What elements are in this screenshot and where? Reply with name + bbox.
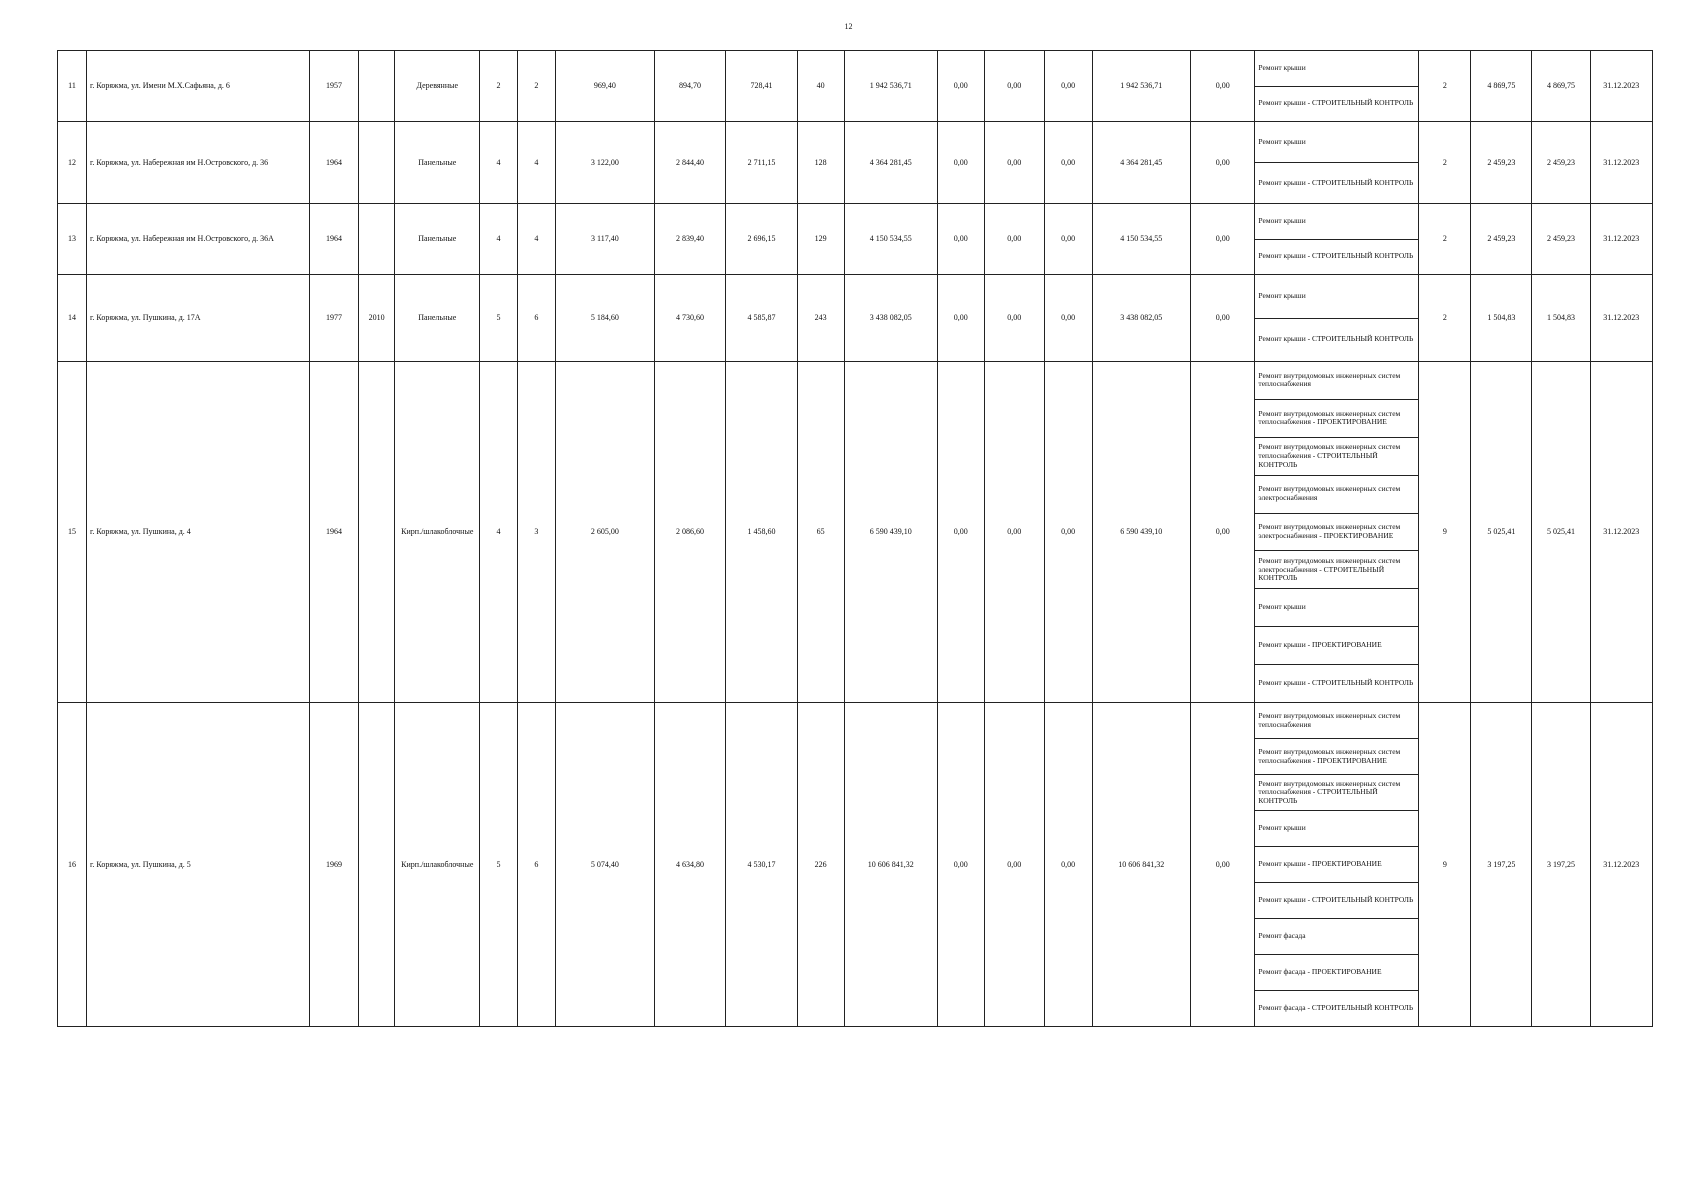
wall-material-cell: Панельные: [395, 275, 480, 362]
cost-local-cell: 0,00: [1044, 275, 1092, 362]
table-row: [58, 51, 1653, 122]
area-total-cell: 5 184,60: [556, 275, 655, 362]
cost-owners-cell: 3 438 082,05: [1092, 275, 1191, 362]
cost-owners-cell: 10 606 841,32: [1092, 703, 1191, 1027]
cost-regional-cell: 0,00: [984, 703, 1044, 1027]
work-item: Ремонт крыши: [1255, 589, 1418, 627]
residents-cell: 128: [797, 122, 844, 204]
cost-owners-cell: 4 150 534,55: [1092, 204, 1191, 275]
unit-cost-cell: 2 459,23: [1471, 204, 1532, 275]
page-number: 12: [844, 22, 853, 31]
works-count-cell: 2: [1419, 122, 1471, 204]
cost-other-cell: 0,00: [1191, 51, 1255, 122]
cost-fund-cell: 0,00: [937, 362, 984, 703]
cost-owners-cell: 1 942 536,71: [1092, 51, 1191, 122]
wall-material-cell: Кирп./шлакоблочные: [395, 362, 480, 703]
wall-material-cell: Деревянные: [395, 51, 480, 122]
unit-cost-cell: 5 025,41: [1471, 362, 1532, 703]
year-renovation-cell: [358, 362, 394, 703]
work-item: Ремонт крыши - СТРОИТЕЛЬНЫЙ КОНТРОЛЬ: [1258, 334, 1414, 344]
cost-local-cell: 0,00: [1044, 362, 1092, 703]
year-renovation-cell: 2010: [358, 275, 394, 362]
year-renovation-cell: [358, 122, 394, 204]
deadline-cell: 31.12.2023: [1590, 122, 1652, 204]
year-built-cell: 1957: [310, 51, 359, 122]
deadline-cell: 31.12.2023: [1590, 703, 1652, 1027]
work-item: Ремонт крыши: [1255, 51, 1418, 87]
area-premises-cell: 4 634,80: [654, 703, 726, 1027]
work-item: Ремонт внутридомовых инженерных систем теплоснабжения: [1255, 703, 1418, 739]
works-cell: [1255, 275, 1419, 362]
works-list: [1255, 703, 1418, 1026]
cost-fund-cell: 0,00: [937, 275, 984, 362]
row-number-cell: 11: [58, 51, 87, 122]
area-residential-cell: 2 711,15: [726, 122, 798, 204]
entrances-cell: 4: [517, 122, 555, 204]
cost-fund-cell: 0,00: [937, 122, 984, 204]
works-count-cell: 2: [1419, 275, 1471, 362]
cost-total-cell: 3 438 082,05: [844, 275, 937, 362]
area-premises-cell: 2 086,60: [654, 362, 726, 703]
unit-limit-cell: 2 459,23: [1532, 204, 1590, 275]
work-item: Ремонт крыши: [1255, 122, 1418, 163]
cost-total-cell: 10 606 841,32: [844, 703, 937, 1027]
work-item: Ремонт крыши - СТРОИТЕЛЬНЫЙ КОНТРОЛЬ: [1258, 678, 1414, 688]
works-list: [1255, 362, 1418, 702]
unit-cost-cell: 3 197,25: [1471, 703, 1532, 1027]
floors-cell: 4: [480, 122, 517, 204]
year-built-cell: 1964: [310, 362, 359, 703]
works-list: [1255, 275, 1418, 361]
work-item: Ремонт внутридомовых инженерных систем теплоснабжения - ПРОЕКТИРОВАНИЕ: [1255, 739, 1418, 775]
area-residential-cell: 2 696,15: [726, 204, 798, 275]
work-item: Ремонт внутридомовых инженерных систем теплоснабжения - ПРОЕКТИРОВАНИЕ: [1255, 400, 1418, 438]
cost-regional-cell: 0,00: [984, 51, 1044, 122]
cost-local-cell: 0,00: [1044, 122, 1092, 204]
table-row: [58, 122, 1653, 204]
cost-other-cell: 0,00: [1191, 703, 1255, 1027]
area-total-cell: 969,40: [556, 51, 655, 122]
table-row: [58, 703, 1653, 1027]
area-premises-cell: 894,70: [654, 51, 726, 122]
repair-program-table: [57, 50, 1653, 1027]
entrances-cell: 6: [517, 703, 555, 1027]
year-renovation-cell: [358, 703, 394, 1027]
floors-cell: 5: [480, 275, 517, 362]
work-item: Ремонт внутридомовых инженерных систем электроснабжения: [1255, 476, 1418, 514]
works-cell: [1255, 51, 1419, 122]
residents-cell: 226: [797, 703, 844, 1027]
deadline-cell: 31.12.2023: [1590, 51, 1652, 122]
area-residential-cell: 728,41: [726, 51, 798, 122]
entrances-cell: 3: [517, 362, 555, 703]
address-cell: г. Коряжма, ул. Пушкина, д. 17А: [87, 275, 310, 362]
cost-local-cell: 0,00: [1044, 703, 1092, 1027]
works-count-cell: 9: [1419, 703, 1471, 1027]
cost-other-cell: 0,00: [1191, 275, 1255, 362]
work-item: Ремонт крыши - СТРОИТЕЛЬНЫЙ КОНТРОЛЬ: [1258, 98, 1414, 108]
area-total-cell: 2 605,00: [556, 362, 655, 703]
works-cell: [1255, 122, 1419, 204]
cost-total-cell: 6 590 439,10: [844, 362, 937, 703]
address-cell: г. Коряжма, ул. Набережная им Н.Островского, д. 36А: [87, 204, 310, 275]
work-item: Ремонт внутридомовых инженерных систем теплоснабжения - СТРОИТЕЛЬНЫЙ КОНТРОЛЬ: [1255, 775, 1418, 811]
cost-total-cell: 1 942 536,71: [844, 51, 937, 122]
floors-cell: 5: [480, 703, 517, 1027]
work-item: Ремонт внутридомовых инженерных систем теплоснабжения: [1255, 362, 1418, 400]
cost-total-cell: 4 364 281,45: [844, 122, 937, 204]
row-number-cell: 15: [58, 362, 87, 703]
deadline-cell: 31.12.2023: [1590, 204, 1652, 275]
works-cell: [1255, 362, 1419, 703]
year-built-cell: 1977: [310, 275, 359, 362]
address-cell: г. Коряжма, ул. Пушкина, д. 5: [87, 703, 310, 1027]
cost-owners-cell: 4 364 281,45: [1092, 122, 1191, 204]
address-cell: г. Коряжма, ул. Пушкина, д. 4: [87, 362, 310, 703]
area-premises-cell: 2 844,40: [654, 122, 726, 204]
cost-regional-cell: 0,00: [984, 362, 1044, 703]
year-built-cell: 1964: [310, 204, 359, 275]
year-built-cell: 1964: [310, 122, 359, 204]
works-cell: [1255, 703, 1419, 1027]
cost-regional-cell: 0,00: [984, 122, 1044, 204]
unit-limit-cell: 5 025,41: [1532, 362, 1590, 703]
area-premises-cell: 2 839,40: [654, 204, 726, 275]
work-item: Ремонт внутридомовых инженерных систем теплоснабжения - СТРОИТЕЛЬНЫЙ КОНТРОЛЬ: [1255, 438, 1418, 476]
table-row: [58, 204, 1653, 275]
wall-material-cell: Кирп./шлакоблочные: [395, 703, 480, 1027]
row-number-cell: 13: [58, 204, 87, 275]
work-item: Ремонт фасада - ПРОЕКТИРОВАНИЕ: [1255, 955, 1418, 991]
work-item: Ремонт крыши - ПРОЕКТИРОВАНИЕ: [1255, 627, 1418, 665]
works-cell: [1255, 204, 1419, 275]
floors-cell: 4: [480, 204, 517, 275]
address-cell: г. Коряжма, ул. Имени М.Х.Сафьяна, д. 6: [87, 51, 310, 122]
cost-fund-cell: 0,00: [937, 703, 984, 1027]
unit-cost-cell: 4 869,75: [1471, 51, 1532, 122]
area-total-cell: 3 117,40: [556, 204, 655, 275]
year-built-cell: 1969: [310, 703, 359, 1027]
residents-cell: 129: [797, 204, 844, 275]
cost-regional-cell: 0,00: [984, 275, 1044, 362]
wall-material-cell: Панельные: [395, 122, 480, 204]
unit-cost-cell: 2 459,23: [1471, 122, 1532, 204]
year-renovation-cell: [358, 51, 394, 122]
wall-material-cell: Панельные: [395, 204, 480, 275]
cost-fund-cell: 0,00: [937, 51, 984, 122]
deadline-cell: 31.12.2023: [1590, 362, 1652, 703]
unit-limit-cell: 1 504,83: [1532, 275, 1590, 362]
work-item: Ремонт внутридомовых инженерных систем электроснабжения - ПРОЕКТИРОВАНИЕ: [1255, 514, 1418, 552]
deadline-cell: 31.12.2023: [1590, 275, 1652, 362]
works-list: [1255, 122, 1418, 203]
works-count-cell: 9: [1419, 362, 1471, 703]
work-item: Ремонт внутридомовых инженерных систем электроснабжения - СТРОИТЕЛЬНЫЙ КОНТРОЛЬ: [1255, 551, 1418, 589]
work-item: Ремонт крыши: [1255, 275, 1418, 319]
works-count-cell: 2: [1419, 204, 1471, 275]
cost-local-cell: 0,00: [1044, 204, 1092, 275]
area-residential-cell: 1 458,60: [726, 362, 798, 703]
works-list: [1255, 204, 1418, 274]
table-body: [58, 51, 1653, 1027]
works-list: [1255, 51, 1418, 121]
year-renovation-cell: [358, 204, 394, 275]
row-number-cell: 14: [58, 275, 87, 362]
cost-owners-cell: 6 590 439,10: [1092, 362, 1191, 703]
work-item: Ремонт фасада - СТРОИТЕЛЬНЫЙ КОНТРОЛЬ: [1258, 1003, 1414, 1013]
cost-total-cell: 4 150 534,55: [844, 204, 937, 275]
residents-cell: 40: [797, 51, 844, 122]
cost-other-cell: 0,00: [1191, 122, 1255, 204]
area-total-cell: 5 074,40: [556, 703, 655, 1027]
work-item: Ремонт крыши - СТРОИТЕЛЬНЫЙ КОНТРОЛЬ: [1258, 251, 1414, 261]
area-premises-cell: 4 730,60: [654, 275, 726, 362]
unit-limit-cell: 2 459,23: [1532, 122, 1590, 204]
cost-fund-cell: 0,00: [937, 204, 984, 275]
entrances-cell: 6: [517, 275, 555, 362]
cost-regional-cell: 0,00: [984, 204, 1044, 275]
table-row: [58, 275, 1653, 362]
work-item: Ремонт крыши - ПРОЕКТИРОВАНИЕ: [1255, 847, 1418, 883]
residents-cell: 65: [797, 362, 844, 703]
area-residential-cell: 4 585,87: [726, 275, 798, 362]
unit-cost-cell: 1 504,83: [1471, 275, 1532, 362]
work-item: Ремонт крыши: [1255, 204, 1418, 240]
cost-other-cell: 0,00: [1191, 362, 1255, 703]
entrances-cell: 4: [517, 204, 555, 275]
floors-cell: 2: [480, 51, 517, 122]
work-item: Ремонт крыши - СТРОИТЕЛЬНЫЙ КОНТРОЛЬ: [1258, 177, 1414, 187]
area-total-cell: 3 122,00: [556, 122, 655, 204]
work-item: Ремонт фасада: [1255, 919, 1418, 955]
cost-other-cell: 0,00: [1191, 204, 1255, 275]
row-number-cell: 12: [58, 122, 87, 204]
work-item: Ремонт крыши - СТРОИТЕЛЬНЫЙ КОНТРОЛЬ: [1255, 883, 1418, 919]
row-number-cell: 16: [58, 703, 87, 1027]
table-row: [58, 362, 1653, 703]
works-count-cell: 2: [1419, 51, 1471, 122]
work-item: Ремонт крыши: [1255, 811, 1418, 847]
unit-limit-cell: 3 197,25: [1532, 703, 1590, 1027]
area-residential-cell: 4 530,17: [726, 703, 798, 1027]
entrances-cell: 2: [517, 51, 555, 122]
cost-local-cell: 0,00: [1044, 51, 1092, 122]
floors-cell: 4: [480, 362, 517, 703]
unit-limit-cell: 4 869,75: [1532, 51, 1590, 122]
address-cell: г. Коряжма, ул. Набережная им Н.Островского, д. 36: [87, 122, 310, 204]
residents-cell: 243: [797, 275, 844, 362]
